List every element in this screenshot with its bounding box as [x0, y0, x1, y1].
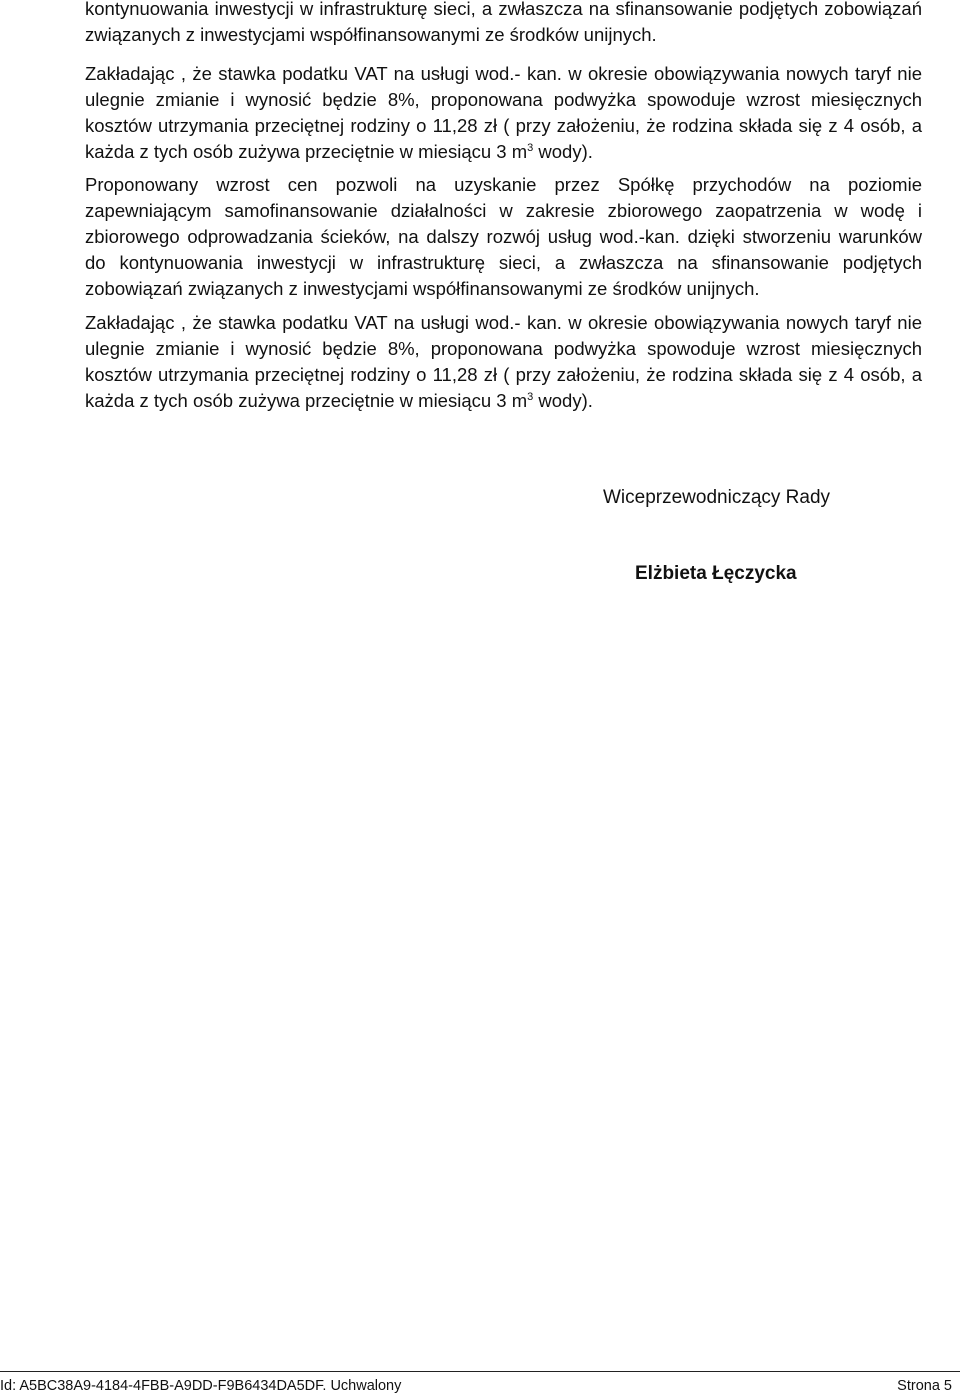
paragraph-text: Zakładając , że stawka podatku VAT na usługi wod.- kan. w okresie obowiązywania nowych taryf nie ulegnie zmianie i wynosić będzie 8%, proponowana podwyżka spowoduje wzrost miesięcznych kosztów utrzymania przeciętnej rodziny o 11,28 zł ( przy założeniu, że rodzina składa się z 4 osób, a każda z tych osób zużywa przeciętnie w miesiącu 3 m	[85, 312, 922, 411]
paragraph-text: Zakładając , że stawka podatku VAT na usługi wod.- kan. w okresie obowiązywania nowych taryf nie ulegnie zmianie i wynosić będzie 8%, proponowana podwyżka spowoduje wzrost miesięcznych kosztów utrzymania przeciętnej rodziny o 11,28 zł ( przy założeniu, że rodzina składa się z 4 osób, a każda z tych osób zużywa przeciętnie w miesiącu 3 m	[85, 63, 922, 162]
paragraph-text: Proponowany wzrost cen pozwoli na uzyskanie przez Spółkę przychodów na poziomie zapewniającym samofinansowanie działalności w zakresie zbiorowego zaopatrzenia w wodę i zbiorowego odprowadzania ścieków, na dalszy rozwój usług wod.-kan. dzięki stworzeniu warunków do kontynuowania inwestycji w infrastrukturę sieci, a zwłaszcza na sfinansowanie podjętych zobowiązań związanych z inwestycjami współfinansowanymi ze środków unijnych.	[85, 174, 922, 299]
paragraph-price-increase	[85, 172, 922, 302]
paragraph-text-end: wody).	[533, 390, 593, 411]
footer-document-id: Id: A5BC38A9-4184-4FBB-A9DD-F9B6434DA5DF. Uchwalony	[0, 1378, 402, 1394]
paragraph-continuation	[85, 0, 922, 48]
paragraph-text: kontynuowania inwestycji w infrastrukturę sieci, a zwłaszcza na sfinansowanie podjętych zobowiązań związanych z inwestycjami współfinansowanymi ze środków unijnych.	[85, 0, 922, 45]
paragraph-text-end: wody).	[533, 141, 593, 162]
paragraph-vat-cost	[85, 61, 922, 165]
superscript-exponent: 3	[527, 391, 534, 403]
signatory-name: Elżbieta Łęczycka	[635, 563, 797, 584]
signatory-role: Wiceprzewodniczący Rady	[603, 487, 831, 508]
footer-page-number: Strona 5	[897, 1378, 952, 1394]
paragraph-vat-cost-repeat	[85, 310, 922, 414]
superscript-exponent: 3	[527, 142, 534, 154]
footer-divider	[0, 1371, 960, 1372]
